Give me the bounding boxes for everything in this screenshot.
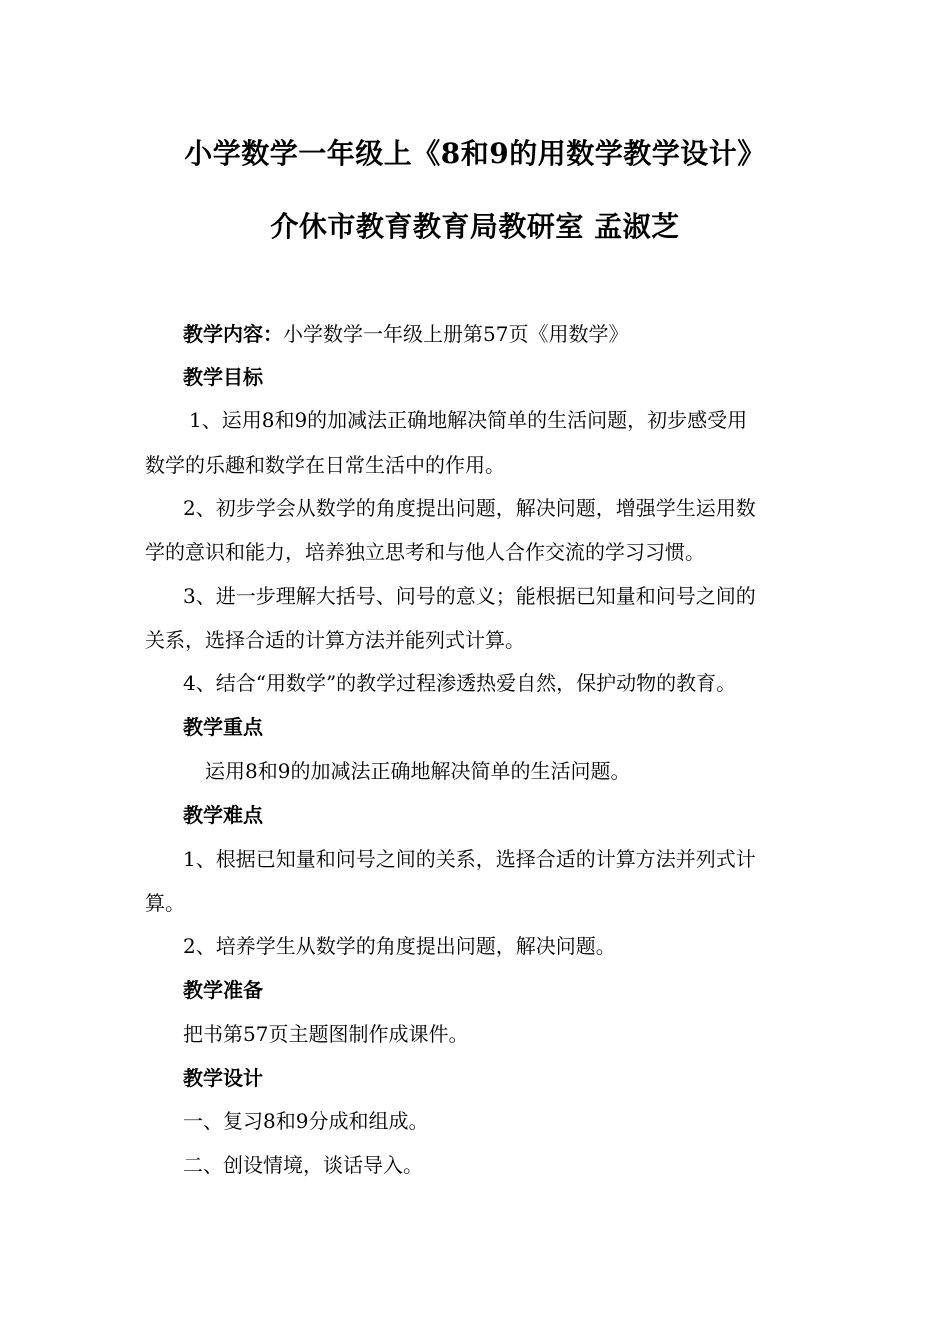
- objective-1-line-2: 数学的乐趣和数学在日常生活中的作用。: [145, 453, 505, 477]
- objective-3-line-2: 关系，选择合适的计算方法并能列式计算。: [145, 628, 525, 652]
- design-heading: 教学设计: [183, 1066, 263, 1090]
- objective-2-line-2: 学的意识和能力，培养独立思考和与他人合作交流的学习习惯。: [145, 540, 705, 564]
- key-points-heading: 教学重点: [183, 715, 263, 739]
- teaching-content-label: 教学内容：: [183, 322, 283, 346]
- key-points-text: 运用8和9的加减法正确地解决简单的生活问题。: [205, 759, 631, 783]
- objective-1-line-1: 1、运用8和9的加减法正确地解决简单的生活问题，初步感受用: [189, 408, 748, 432]
- author-line: 介休市教育教育局教研室 孟淑芝: [270, 210, 680, 243]
- difficulty-2: 2、培养学生从数学的角度提出问题，解决问题。: [183, 934, 616, 958]
- preparation-text: 把书第57页主题图制作成课件。: [183, 1022, 469, 1046]
- teaching-content-value: 小学数学一年级上册第57页《用数学》: [283, 322, 629, 346]
- difficulties-heading: 教学难点: [183, 803, 263, 827]
- document-title: 小学数学一年级上《8和9的用数学教学设计》: [184, 137, 766, 170]
- teaching-content: [183, 320, 628, 348]
- difficulty-1-line-2: 算。: [145, 891, 185, 915]
- objectives-heading: 教学目标: [183, 365, 263, 389]
- objective-3-line-1: 3、进一步理解大括号、问号的意义；能根据已知量和问号之间的: [183, 584, 756, 608]
- design-step-1: 一、复习8和9分成和组成。: [183, 1109, 429, 1133]
- preparation-heading: 教学准备: [183, 978, 263, 1002]
- objective-4: 4、结合“用数学”的教学过程渗透热爱自然，保护动物的教育。: [183, 671, 737, 695]
- objective-2-line-1: 2、初步学会从数学的角度提出问题，解决问题，增强学生运用数: [183, 496, 756, 520]
- design-step-2: 二、创设情境，谈话导入。: [183, 1153, 423, 1177]
- difficulty-1-line-1: 1、根据已知量和问号之间的关系，选择合适的计算方法并列式计: [183, 847, 756, 871]
